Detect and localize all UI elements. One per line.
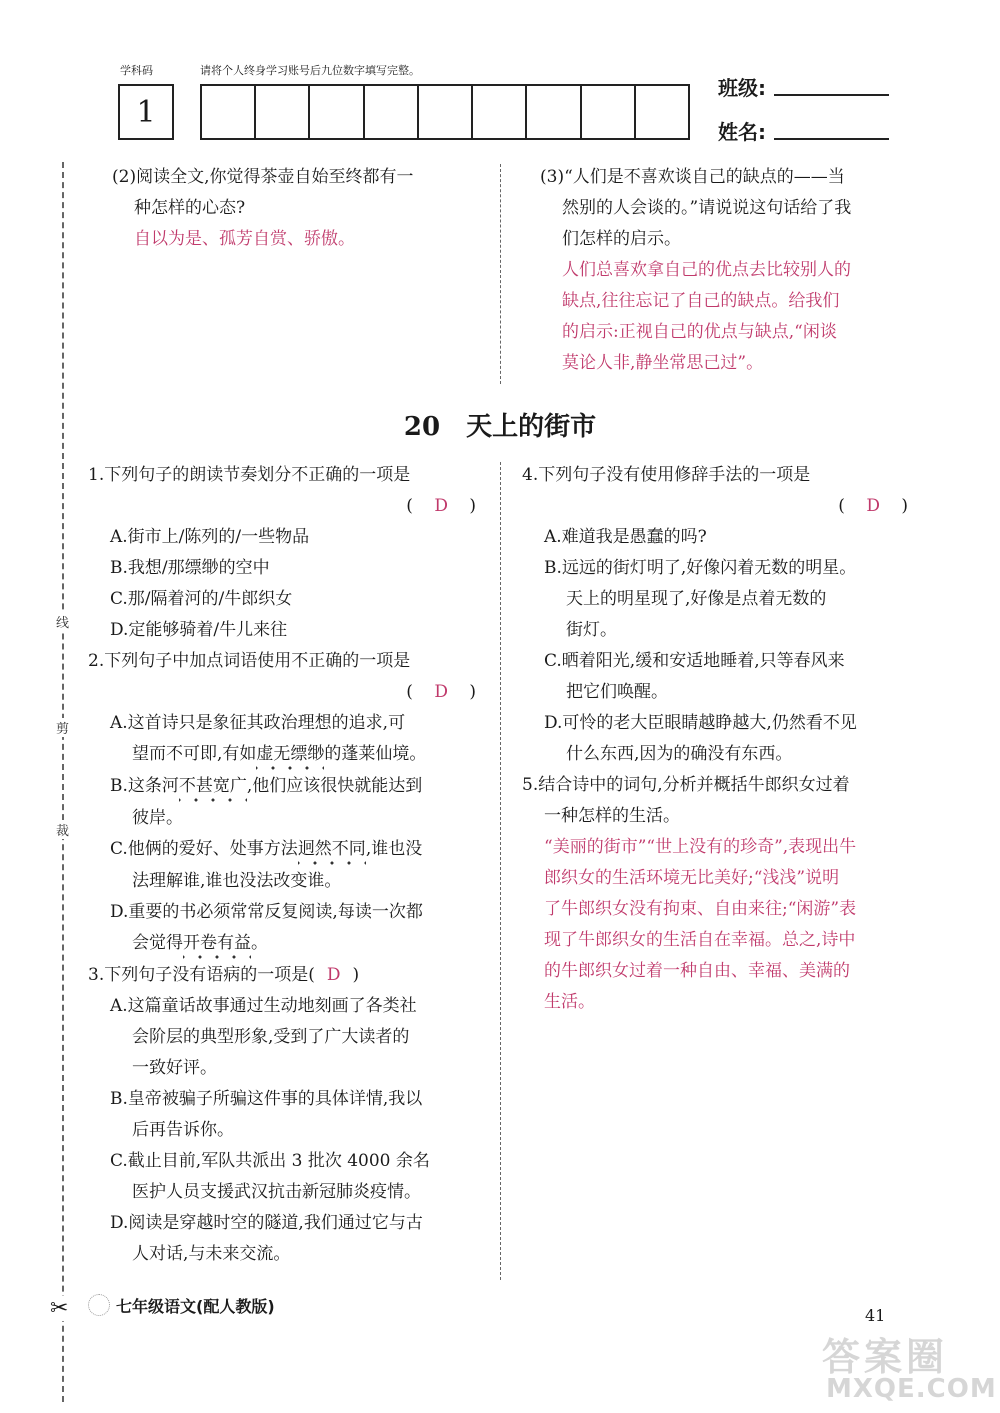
name-label: 姓名:: [718, 120, 766, 144]
text: 3.下列句子没有语病的一项是(: [88, 965, 315, 985]
question-5-answer: 生活。: [544, 992, 595, 1012]
account-digit-boxes[interactable]: [200, 84, 690, 140]
paren-left: (: [838, 496, 845, 516]
class-label: 班级:: [718, 76, 766, 100]
option-d: D.可怜的老大臣眼睛越睁越大,仍然看不见: [544, 713, 857, 733]
question-4-text: 4.下列句子没有使用修辞手法的一项是: [522, 465, 811, 485]
question-3-text-cont: 们怎样的启示。: [562, 229, 681, 249]
dotted-word: 迥然不同: [298, 838, 366, 866]
option-d: D.阅读是穿越时空的隧道,我们通过它与古: [110, 1213, 423, 1233]
option-d-cont: 人对话,与未来交流。: [132, 1244, 291, 1264]
option-a-cont: 一致好评。: [132, 1058, 217, 1078]
watermark-logo: 答案圈: [822, 1335, 949, 1379]
column-divider-top: [500, 164, 501, 384]
section-title: 20 天上的街市: [403, 412, 597, 442]
question-3b-text: [88, 960, 488, 991]
text: B.这条河: [110, 776, 179, 796]
question-4-answer: D: [866, 496, 880, 516]
digit-cell[interactable]: [365, 86, 419, 138]
option-b: B.远远的街灯明了,好像闪着无数的明星。: [544, 558, 857, 578]
question-3-answer: 的启示:正视自己的优点与缺点,“闲谈: [562, 322, 837, 342]
digit-cell[interactable]: [527, 86, 581, 138]
text: 望而不可即,有如: [132, 744, 257, 764]
digit-cell[interactable]: [419, 86, 473, 138]
column-divider-main: [500, 462, 501, 1280]
question-5-text: 5.结合诗中的词句,分析并概括牛郎织女过着: [522, 775, 850, 795]
text: 会觉得: [132, 933, 183, 953]
digit-cell[interactable]: [202, 86, 256, 138]
question-2-text: (2)阅读全文,你觉得茶壶自始至终都有一: [112, 167, 414, 187]
option-c-cont: 把它们唤醒。: [566, 682, 668, 702]
paren-right: ): [469, 682, 476, 702]
question-5-answer: 了牛郎织女没有拘束、自由来往;“闲游”表: [544, 899, 857, 919]
option-b: [88, 771, 488, 803]
text: ): [352, 965, 360, 985]
scissors-icon: ✂: [50, 1296, 69, 1321]
cut-line: [62, 162, 64, 1402]
question-2-answer: 自以为是、孤芳自赏、骄傲。: [134, 229, 355, 249]
question-3-text-cont: 然别的人会谈的。”请说说这句话给了我: [562, 198, 852, 218]
page-number: 41: [865, 1306, 886, 1325]
question-2b-text: 2.下列句子中加点词语使用不正确的一项是: [88, 651, 411, 671]
option-b-cont: 后再告诉你。: [132, 1120, 234, 1140]
option-a: A.这首诗只是象征其政治理想的追求,可: [110, 713, 406, 733]
cut-label-jian: 剪: [56, 718, 69, 737]
option-c: C.截止目前,军队共派出 3 批次 4000 余名: [110, 1151, 430, 1171]
option-d-cont: [88, 928, 488, 960]
option-c-cont: 医护人员支援武汉抗击新冠肺炎疫情。: [132, 1182, 421, 1202]
book-title: 七年级语文(配人教版): [116, 1297, 275, 1316]
option-d: D.定能够骑着/牛儿来往: [110, 620, 288, 640]
top-left-block: [112, 162, 488, 255]
option-a-cont: [88, 739, 488, 771]
cut-label-cai: 裁: [56, 820, 69, 839]
question-5-answer: 现了牛郎织女的生活自在幸福。总之,诗中: [544, 930, 856, 950]
question-5-answer: 的牛郎织女过着一种自由、幸福、美满的: [544, 961, 850, 981]
question-2b-answer-paren: [88, 677, 488, 708]
subject-code-label: 学科码: [120, 64, 153, 77]
cut-label-xian: 线: [56, 612, 69, 631]
dotted-word: 虚无缥缈: [256, 743, 324, 771]
question-3-answer: 人们总喜欢拿自己的优点去比较别人的: [562, 260, 851, 280]
option-b: B.皇帝被骗子所骗这件事的具体详情,我以: [110, 1089, 423, 1109]
option-d: D.重要的书必须常常反复阅读,每读一次都: [110, 902, 423, 922]
option-c-cont: 法理解谁,谁也没法改变谁。: [132, 871, 342, 891]
option-c: [88, 834, 488, 866]
digit-cell[interactable]: [582, 86, 636, 138]
option-d-cont: 什么东西,因为的确没有东西。: [566, 744, 793, 764]
sun-icon: [88, 1294, 110, 1316]
option-b-cont: 天上的明星现了,好像是点着无数的: [566, 589, 827, 609]
option-b-cont: 街灯。: [566, 620, 617, 640]
option-a: A.难道我是愚蠢的吗?: [544, 527, 707, 547]
watermark-url: MXQE.COM: [826, 1374, 997, 1404]
question-5-answer: “美丽的街市”“世上没有的珍奇”,表现出牛: [544, 837, 857, 857]
subject-code-value: 1: [136, 94, 156, 130]
dotted-word: 不甚宽广: [179, 775, 247, 803]
digit-cell[interactable]: [256, 86, 310, 138]
question-1-text: 1.下列句子的朗读节奏划分不正确的一项是: [88, 465, 411, 485]
option-c: C.那/隔着河的/牛郎织女: [110, 589, 293, 609]
paren-right: ): [469, 496, 476, 516]
left-column: [88, 460, 488, 1270]
option-c: C.晒着阳光,缓和安适地睡着,只等春风来: [544, 651, 845, 671]
paren-left: (: [406, 682, 413, 702]
option-b: B.我想/那缥缈的空中: [110, 558, 270, 578]
question-3-answer: 缺点,往往忘记了自己的缺点。给我们: [562, 291, 840, 311]
option-b-cont: 彼岸。: [132, 808, 183, 828]
top-right-block: [540, 162, 930, 379]
class-field[interactable]: [774, 94, 889, 96]
subject-code-box: [118, 84, 174, 140]
option-a: A.街市上/陈列的/一些物品: [110, 527, 310, 547]
paren-right: ): [901, 496, 908, 516]
question-2b-answer: D: [434, 682, 448, 702]
question-3-answer: 莫论人非,静坐常思己过”。: [562, 353, 764, 373]
option-a-cont: 会阶层的典型形象,受到了广大读者的: [132, 1027, 410, 1047]
account-instruction: 请将个人终身学习账号后九位数字填写完整。: [200, 64, 420, 77]
question-1-answer: D: [434, 496, 448, 516]
question-4-answer-paren: [522, 491, 922, 522]
text: ,谁也没: [365, 839, 423, 859]
digit-cell[interactable]: [310, 86, 364, 138]
text: ,他们应该很快就能达到: [246, 776, 423, 796]
option-a: A.这篇童话故事通过生动地刻画了各类社: [110, 996, 417, 1016]
right-column: [522, 460, 922, 1018]
digit-cell[interactable]: [473, 86, 527, 138]
question-3-text: (3)“人们是不喜欢谈自己的缺点的——当: [540, 167, 845, 187]
question-5-answer: 郎织女的生活环境无比美好;“浅浅”说明: [544, 868, 840, 888]
text: 。: [251, 933, 268, 953]
paren-left: (: [406, 496, 413, 516]
name-field[interactable]: [774, 138, 889, 140]
question-5-text-cont: 一种怎样的生活。: [544, 806, 680, 826]
question-3b-answer: D: [326, 965, 341, 985]
text: 的蓬莱仙境。: [324, 744, 427, 764]
question-1-answer-paren: [88, 491, 488, 522]
question-2-text-cont: 种怎样的心态?: [134, 198, 246, 218]
text: C.他俩的爱好、处事方法: [110, 839, 298, 859]
dotted-word: 开卷有益: [183, 932, 251, 960]
digit-cell[interactable]: [636, 86, 688, 138]
